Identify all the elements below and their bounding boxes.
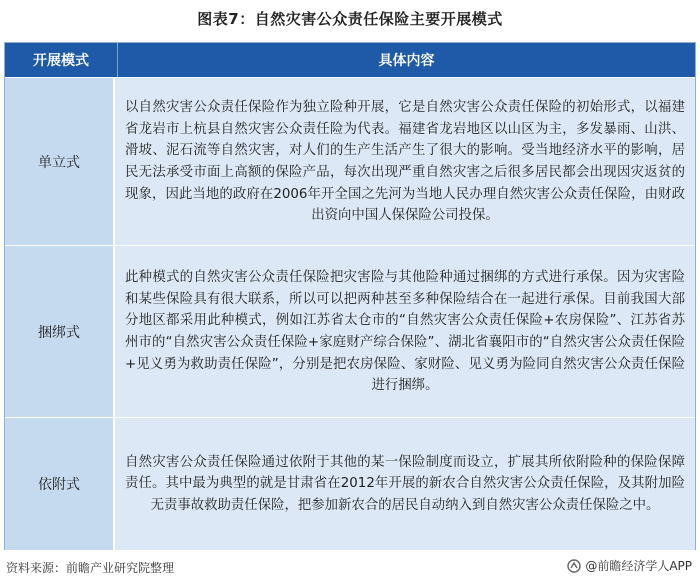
mode-cell: 依附式 — [5, 418, 115, 550]
content-cell — [115, 78, 695, 246]
table-row — [5, 417, 695, 550]
brand-text: @前瞻经济学人APP — [585, 559, 692, 573]
content-text: 此种模式的自然灾害公众责任保险把灾害险与其他险种通过捆绑的方式进行承保。因为灾害险和某些保险具有很大联系，所以可以把两种甚至多种保险结合在一起进行承保。目前我国大部分地区都采用此种模式，例如江苏省太仓市的“自然灾害公众责任保险+农房保险”、江苏省苏州市的“自然灾害公众责任保险+家庭财产综合保险”、湖北省襄阳市的“自然灾害公众责任保险+见义勇为救助责任保险”，分别是把农房保险、家财险、见义勇为险同自然灾害公众责任保险进行捆绑。 — [125, 270, 685, 394]
content-text: 自然灾害公众责任保险通过依附于其他的某一保险制度而设立，扩展其所依附险种的保险保障责任。其中最为典型的就是甘肃省在2012年开展的新农合自然灾害公众责任保险，及其附加险无责事故救助责任保险，把参加新农合的居民自动纳入到自然灾害公众责任保险之中。 — [125, 454, 685, 513]
brand-credit — [567, 557, 692, 574]
header-content: 具体内容 — [378, 53, 435, 69]
content-cell — [115, 418, 695, 550]
table-row — [5, 245, 695, 418]
mode-cell: 单立式 — [5, 78, 115, 246]
content-text: 以自然灾害公众责任保险作为独立险种开展，它是自然灾害公众责任保险的初始形式，以福建省龙岩市上杭县自然灾害公众责任险为代表。福建省龙岩地区以山区为主，多发暴雨、山洪、滑坡、泥石流等自然灾害，对人们的生产生活产生了很大的影响。受当地经济水平的影响，居民无法承受市面上高额的保险产品，每次出现严重自然灾害之后很多居民都会出现因灾返贫的现象，因此当地的政府在2006年开全国之先河为当地人民办理自然灾害公众责任保险，由财政出资向中国人保保险公司投保。 — [125, 100, 685, 224]
mode-cell: 捆绑式 — [5, 246, 115, 418]
qianzhan-logo-icon — [567, 559, 581, 573]
page-title: 图表7：自然灾害公众责任保险主要开展模式 — [197, 10, 503, 28]
source-note: 资料来源：前瞻产业研究院整理 — [6, 561, 175, 575]
content-cell — [115, 246, 695, 418]
table-row — [5, 77, 695, 246]
modes-table — [4, 42, 696, 550]
header-mode: 开展模式 — [5, 43, 118, 77]
table-header — [5, 43, 695, 77]
